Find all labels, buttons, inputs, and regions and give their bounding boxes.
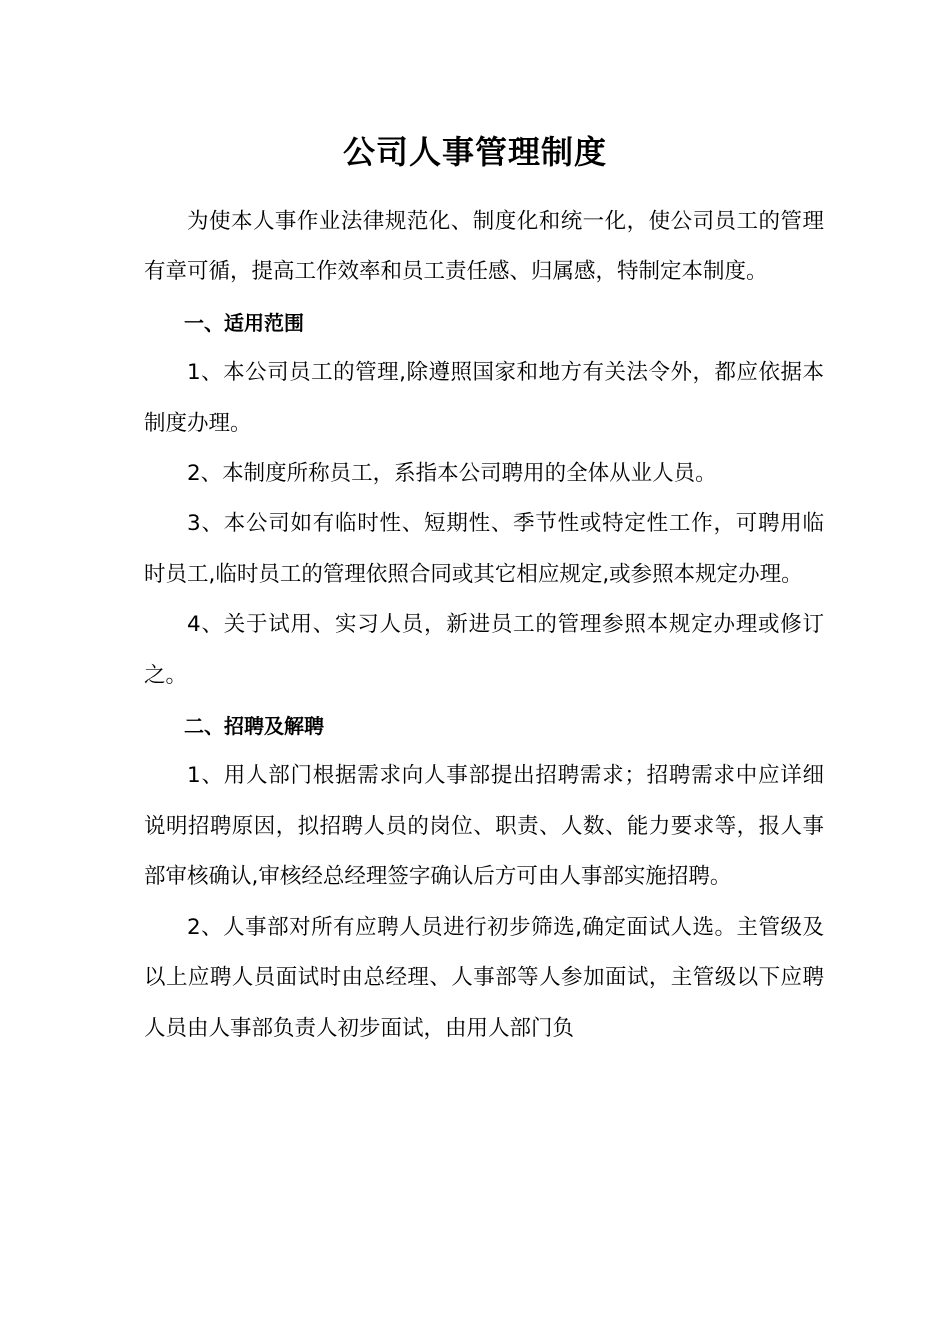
recruitment-item-2: 2、人事部对所有应聘人员进行初步筛选,确定面试人选。主管级及以上应聘人员面试时由总经理、人事部等人参加面试，主管级以下应聘人员由人事部负责人初步面试，由用人部门负 — [144, 914, 824, 1041]
section-heading-scope: 一、适用范围 — [184, 310, 304, 335]
document-title: 公司人事管理制度 — [342, 133, 607, 171]
intro-paragraph: 为使本人事作业法律规范化、制度化和统一化，使公司员工的管理有章可循，提高工作效率和员工责任感、归属感，特制定本制度。 — [144, 209, 824, 285]
scope-item-4: 4、关于试用、实习人员，新进员工的管理参照本规定办理或修订之。 — [144, 612, 824, 688]
recruitment-item-1: 1、用人部门根据需求向人事部提出招聘需求；招聘需求中应详细说明招聘原因，拟招聘人员的岗位、职责、人数、能力要求等，报人事部审核确认,审核经总经理签字确认后方可由人事部实施招聘。 — [144, 763, 824, 890]
scope-item-2: 2、本制度所称员工，系指本公司聘用的全体从业人员。 — [187, 461, 717, 487]
document-body — [144, 197, 824, 1054]
section-heading-recruitment: 二、招聘及解聘 — [184, 714, 324, 739]
scope-item-1: 1、本公司员工的管理,除遵照国家和地方有关法令外，都应依据本制度办理。 — [144, 360, 824, 436]
scope-item-3: 3、本公司如有临时性、短期性、季节性或特定性工作，可聘用临时员工,临时员工的管理依照合同或其它相应规定,或参照本规定办理。 — [144, 511, 824, 587]
